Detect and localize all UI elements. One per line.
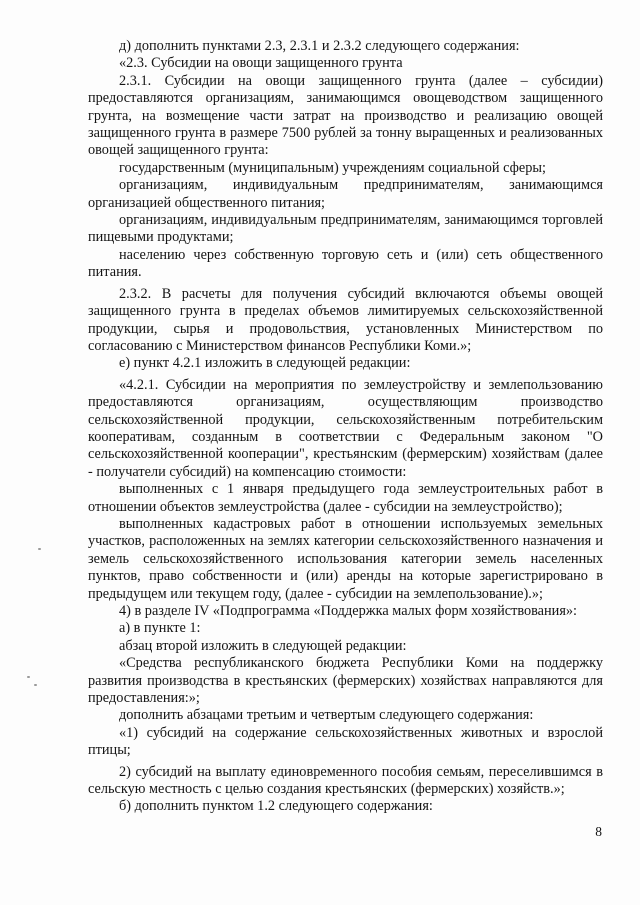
paragraph-recipients-catering: организациям, индивидуальным предпринимателям, занимающимся организацией общественного питания;	[88, 177, 603, 211]
paragraph-section-2-3-heading: «2.3. Субсидии на овощи защищенного грунта	[119, 55, 403, 72]
paragraph-cadastral-works: выполненных кадастровых работ в отношении используемых земельных участков, расположенных на землях категории сельскохозяйственного назначения и земель сельскохозяйственного использования категории земель населенных пунктов, право собственности и (или) аренды на которые зарегистрировано в предыдущем или текущем году, (далее - субсидии на землепользование).»;	[88, 515, 603, 602]
paragraph-2-3-1: 2.3.1. Субсидии на овощи защищенного грунта (далее – субсидии) предоставляются организациям, занимающимся овощеводством защищенного грунта, на возмещение части затрат на производство и реализацию овощей защищенного грунта в размере 7500 рублей за тонну выращенных и реализованных овощей защищенного грунта:	[88, 72, 603, 159]
document-body	[88, 38, 603, 816]
paragraph-point-b: б) дополнить пунктом 1.2 следующего содержания:	[119, 798, 433, 815]
scan-speck	[38, 548, 41, 550]
paragraph-amendment-e: е) пункт 4.2.1 изложить в следующей редакции:	[119, 355, 411, 372]
paragraph-land-management-works: выполненных с 1 января предыдущего года землеустроительных работ в отношении объектов землеустройства (далее - субсидии на землеустройство);	[88, 481, 603, 515]
paragraph-second-abzac: абзац второй изложить в следующей редакции:	[119, 637, 407, 654]
scan-speck	[27, 676, 30, 678]
paragraph-point-a: а) в пункте 1:	[119, 620, 201, 637]
paragraph-add-abzacs: дополнить абзацами третьим и четвертым следующего содержания:	[119, 707, 534, 724]
paragraph-budget-funds: «Средства республиканского бюджета Республики Коми на поддержку развития производства в крестьянских (фермерских) хозяйствах направляются для предоставления:»;	[88, 655, 603, 707]
paragraph-recipients-trade: организациям, индивидуальным предпринимателям, занимающимся торговлей пищевыми продуктами;	[88, 212, 603, 246]
paragraph-4-2-1: «4.2.1. Субсидии на мероприятия по землеустройству и землепользованию предоставляются организациям, осуществляющим производство сельскохозяйственной продукции, сельскохозяйственным потребительским кооперативам, созданным в соответствии с Федеральным законом "О сельскохозяйственной кооперации", крестьянским (фермерским) хозяйствам (далее - получатели субсидий) на компенсацию стоимости:	[88, 376, 603, 480]
paragraph-section-iv: 4) в разделе IV «Подпрограмма «Поддержка малых форм хозяйствования»:	[119, 603, 578, 619]
paragraph-subsidy-animals: «1) субсидий на содержание сельскохозяйственных животных и взрослой птицы;	[88, 724, 603, 759]
paragraph-recipients-population: населению через собственную торговую сеть и (или) сеть общественного питания.	[88, 246, 603, 281]
paragraph-2-3-2: 2.3.2. В расчеты для получения субсидий включаются объемы овощей защищенного грунта в пределах объемов лимитируемых сельскохозяйственной продукции, сырья и продовольствия, установленных Министерством по согласованию с Министерством финансов Республики Коми.»;	[88, 285, 603, 354]
page-number: 8	[595, 824, 602, 839]
paragraph-subsidy-families: 2) субсидий на выплату единовременного пособия семьям, переселившимся в сельскую местность с целью создания крестьянских (фермерских) хозяйств.»;	[88, 763, 603, 798]
paragraph-amendment-d: д) дополнить пунктами 2.3, 2.3.1 и 2.3.2 следующего содержания:	[119, 38, 520, 54]
scan-speck	[34, 684, 37, 686]
paragraph-recipients-social: государственным (муниципальным) учреждениям социальной сферы;	[119, 159, 546, 176]
